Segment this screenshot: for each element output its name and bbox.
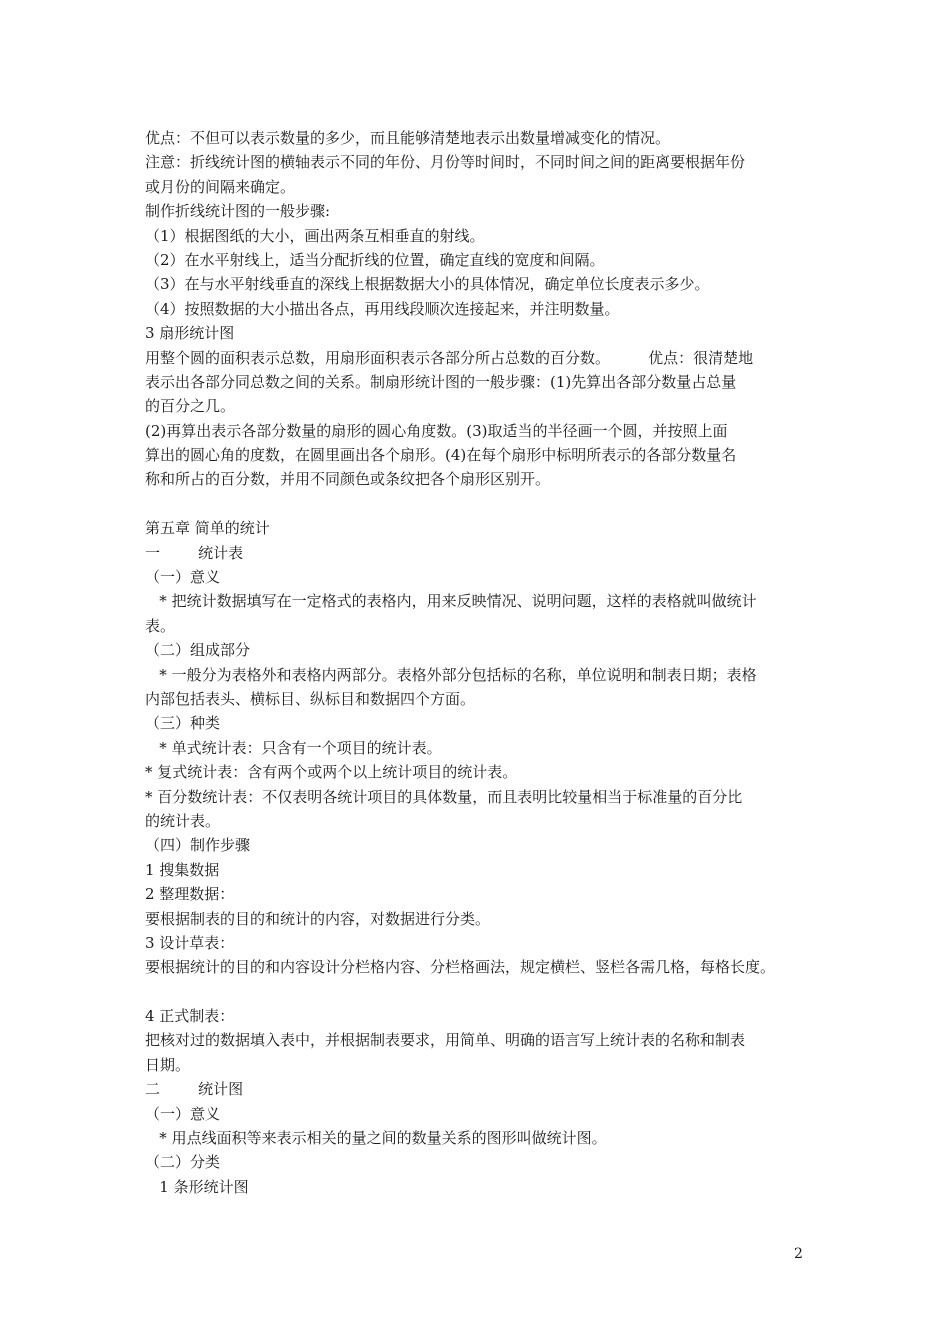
- text-line: 用整个圆的面积表示总数，用扇形面积表示各部分所占总数的百分数。 优点：很清楚地: [145, 348, 754, 367]
- subsection-heading: （一）意义: [145, 568, 221, 587]
- section-heading: 一 统计表: [145, 543, 244, 562]
- text-line: 1 搜集数据: [145, 860, 220, 879]
- text-line: 3 设计草表：: [145, 933, 235, 952]
- text-line: 4 正式制表：: [145, 1007, 235, 1026]
- chapter-heading: 第五章 简单的统计: [145, 519, 270, 538]
- text-line: * 复式统计表：含有两个或两个以上统计项目的统计表。: [145, 763, 518, 782]
- text-line: 算出的圆心角的度数，在圆里画出各个扇形。(4)在每个扇形中标明所表示的各部分数量名: [145, 446, 737, 465]
- text-line: 优点：不但可以表示数量的多少，而且能够清楚地表示出数量增减变化的情况。: [145, 129, 671, 147]
- text-line: 的百分之几。: [145, 397, 236, 416]
- text-line: 把核对过的数据填入表中，并根据制表要求，用简单、明确的语言写上统计表的名称和制表: [145, 1031, 746, 1050]
- page-number: 2: [794, 1246, 803, 1262]
- text-line: 表。: [145, 616, 176, 635]
- subsection-heading: （一）意义: [145, 1104, 221, 1123]
- text-line: * 用点线面积等来表示相关的量之间的数量关系的图形叫做统计图。: [145, 1129, 607, 1148]
- text-line: （3）在与水平射线垂直的深线上根据数据大小的具体情况，确定单位长度表示多少。: [145, 275, 710, 294]
- text-line: 要根据制表的目的和统计的内容，对数据进行分类。: [145, 909, 491, 928]
- subsection-heading: （三）种类: [145, 714, 221, 733]
- section-heading: 二 统计图: [145, 1080, 244, 1099]
- section-heading: 3 扇形统计图: [145, 324, 235, 343]
- text-line: 的统计表。: [145, 811, 221, 830]
- text-line: (2)再算出表示各部分数量的扇形的圆心角度数。(3)取适当的半径画一个圆，并按照上面: [145, 421, 728, 440]
- subsection-heading: （四）制作步骤: [145, 836, 251, 855]
- text-line: * 单式统计表：只含有一个项目的统计表。: [145, 738, 442, 757]
- subsection-heading: （二）组成部分: [145, 641, 251, 660]
- text-line: 制作折线统计图的一般步骤:: [145, 202, 331, 221]
- text-line: （1）根据图纸的大小，画出两条互相垂直的射线。: [145, 226, 485, 245]
- document-body: [145, 126, 825, 1199]
- blank-line: [145, 492, 825, 516]
- text-line: 称和所占的百分数，并用不同颜色或条纹把各个扇形区别开。: [145, 470, 551, 489]
- text-line: （4）按照数据的大小描出各点，再用线段顺次连接起来，并注明数量。: [145, 299, 620, 318]
- text-line: 2 整理数据：: [145, 885, 235, 904]
- text-line: 表示出各部分同总数之间的关系。制扇形统计图的一般步骤：(1)先算出各部分数量占总量: [145, 372, 737, 391]
- text-line: 注意：折线统计图的横轴表示不同的年份、月份等时间时，不同时间之间的距离要根据年份: [145, 153, 746, 172]
- text-line: 或月份的间隔来确定。: [145, 177, 296, 196]
- subsection-heading: （二）分类: [145, 1153, 221, 1172]
- text-line: （2）在水平射线上，适当分配折线的位置，确定直线的宽度和间隔。: [145, 250, 605, 269]
- blank-line: [145, 980, 825, 1004]
- text-line: 1 条形统计图: [145, 1177, 249, 1196]
- text-line: * 一般分为表格外和表格内两部分。表格外部分包括标的名称，单位说明和制表日期；表格: [145, 665, 757, 684]
- text-line: 日期。: [145, 1055, 191, 1074]
- text-line: * 百分数统计表：不仅表明各统计项目的具体数量，而且表明比较量相当于标准量的百分比: [145, 787, 743, 806]
- text-line: 内部包括表头、横标目、纵标目和数据四个方面。: [145, 689, 476, 708]
- text-line: 要根据统计的目的和内容设计分栏格内容、分栏格画法，规定横栏、竖栏各需几格，每格长度。: [145, 958, 776, 977]
- text-line: * 把统计数据填写在一定格式的表格内，用来反映情况、说明问题，这样的表格就叫做统计: [145, 592, 757, 611]
